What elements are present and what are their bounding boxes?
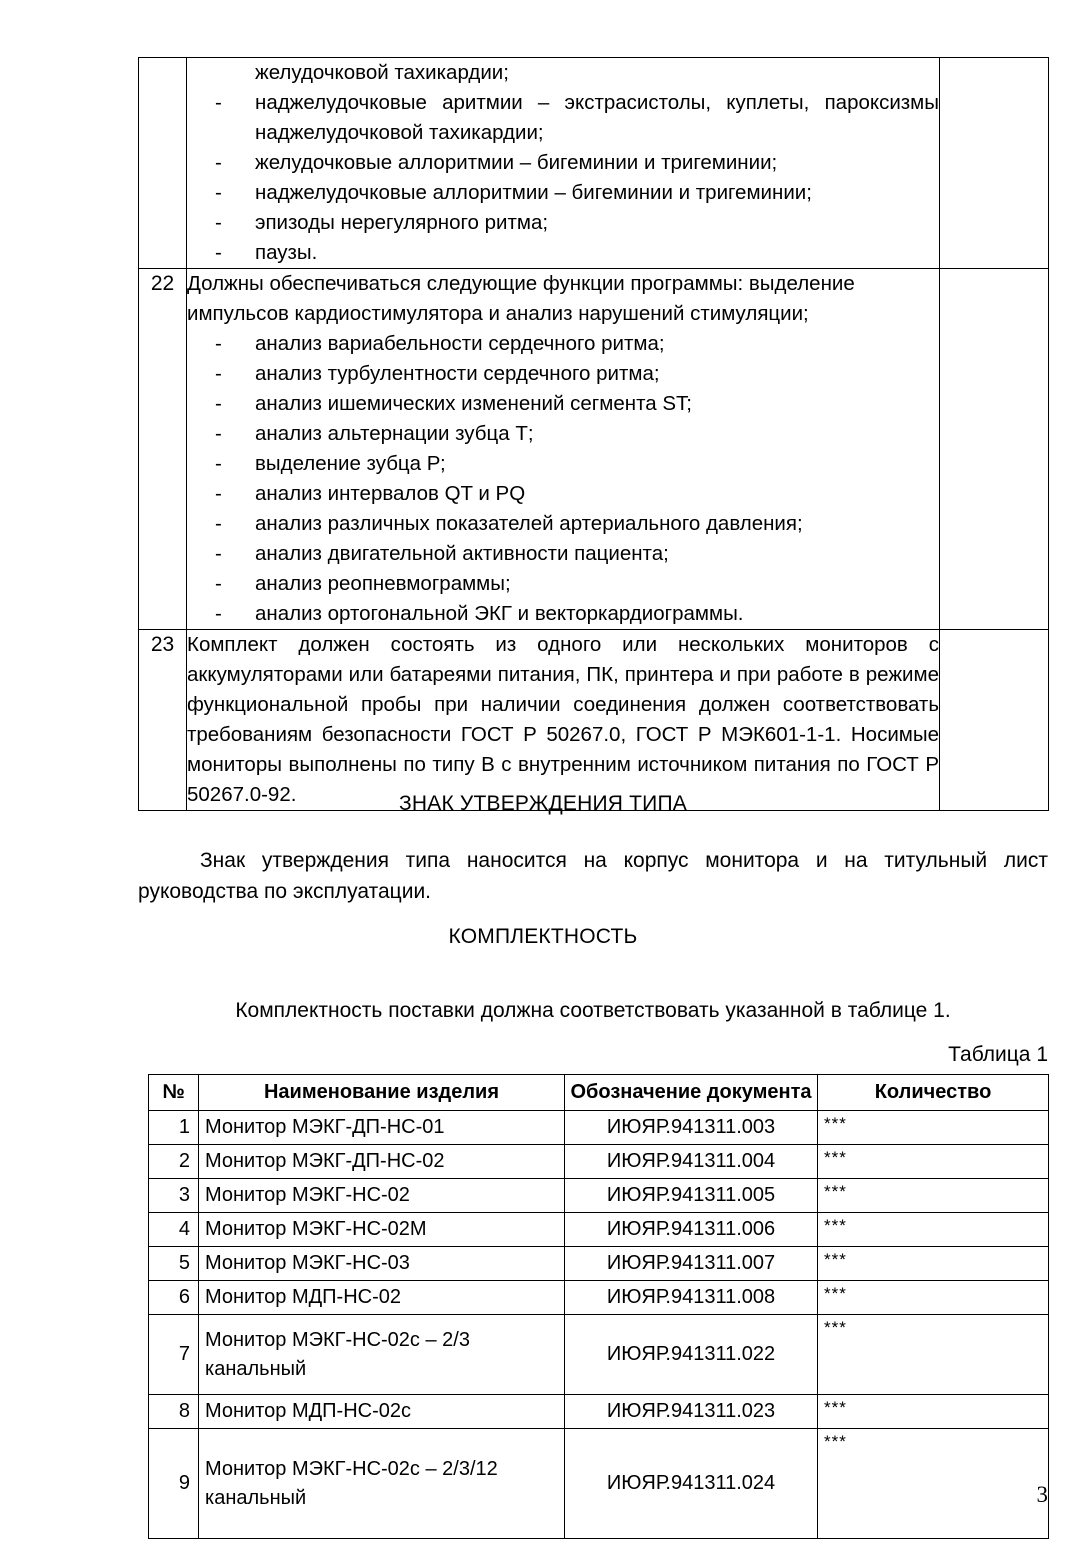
cell-document: ИЮЯР.941311.005 bbox=[565, 1179, 818, 1213]
list-item: - выделение зубца Р; bbox=[187, 449, 939, 479]
cell-document: ИЮЯР.941311.004 bbox=[565, 1145, 818, 1179]
cell-quantity: *** bbox=[818, 1145, 1049, 1179]
page-number: 3 bbox=[1036, 1482, 1048, 1507]
cell-document: ИЮЯР.941311.023 bbox=[565, 1395, 818, 1429]
table-row bbox=[139, 269, 1049, 630]
requirement-note-cell bbox=[940, 269, 1049, 630]
requirement-text bbox=[187, 58, 940, 269]
cell-document: ИЮЯР.941311.024 bbox=[565, 1429, 818, 1539]
column-header-name: Наименование изделия bbox=[199, 1075, 565, 1111]
list-item: - наджелудочковые аллоритмии – бигеминии и тригеминии; bbox=[187, 178, 939, 208]
column-header-quantity: Количество bbox=[818, 1075, 1049, 1111]
requirement-number: 22 bbox=[139, 269, 187, 630]
cell-number: 3 bbox=[149, 1179, 199, 1213]
list-item: - анализ интервалов QT и PQ bbox=[187, 479, 939, 509]
table-row bbox=[139, 58, 1049, 269]
cell-document: ИЮЯР.941311.022 bbox=[565, 1315, 818, 1395]
cell-document: ИЮЯР.941311.008 bbox=[565, 1281, 818, 1315]
table-row bbox=[149, 1281, 1049, 1315]
table-row bbox=[149, 1179, 1049, 1213]
cell-name: Монитор МДП-НС-02с bbox=[199, 1395, 565, 1429]
requirements-table bbox=[138, 57, 1049, 811]
list-item: - анализ различных показателей артериального давления; bbox=[187, 509, 939, 539]
cell-quantity: *** bbox=[818, 1179, 1049, 1213]
cell-number: 9 bbox=[149, 1429, 199, 1539]
requirement-text bbox=[187, 269, 940, 630]
cell-quantity: *** bbox=[818, 1281, 1049, 1315]
cell-number: 8 bbox=[149, 1395, 199, 1429]
list-item: - анализ ортогональной ЭКГ и векторкардиограммы. bbox=[187, 599, 939, 629]
cell-quantity: *** bbox=[818, 1315, 1049, 1395]
cell-quantity: *** bbox=[818, 1213, 1049, 1247]
table-row bbox=[149, 1145, 1049, 1179]
cell-document: ИЮЯР.941311.006 bbox=[565, 1213, 818, 1247]
list-item: - анализ турбулентности сердечного ритма; bbox=[187, 359, 939, 389]
cell-name: Монитор МЭКГ-НС-02с – 2/3 канальный bbox=[199, 1315, 565, 1395]
requirement-bullet-list bbox=[187, 329, 939, 629]
list-item: - эпизоды нерегулярного ритма; bbox=[187, 208, 939, 238]
cell-quantity: *** bbox=[818, 1111, 1049, 1145]
column-header-document: Обозначение документа bbox=[565, 1075, 818, 1111]
table-caption: Таблица 1 bbox=[948, 1043, 1048, 1066]
cell-name: Монитор МЭКГ-ДП-НС-02 bbox=[199, 1145, 565, 1179]
cell-name: Монитор МДП-НС-02 bbox=[199, 1281, 565, 1315]
table-row bbox=[149, 1315, 1049, 1395]
list-item: - паузы. bbox=[187, 238, 939, 268]
table-row bbox=[149, 1247, 1049, 1281]
cell-name: Монитор МЭКГ-НС-02 bbox=[199, 1179, 565, 1213]
cell-name: Монитор МЭКГ-НС-02с – 2/3/12 канальный bbox=[199, 1429, 565, 1539]
cell-quantity: *** bbox=[818, 1395, 1049, 1429]
list-item: - анализ реопневмограммы; bbox=[187, 569, 939, 599]
table-row bbox=[149, 1395, 1049, 1429]
requirement-number: 23 bbox=[139, 630, 187, 811]
list-item: - анализ альтернации зубца Т; bbox=[187, 419, 939, 449]
requirement-number bbox=[139, 58, 187, 269]
paragraph-type-approval: Знак утверждения типа наносится на корпус монитора и на титульный лист руководства по эксплуатации. bbox=[138, 849, 1048, 903]
cell-number: 6 bbox=[149, 1281, 199, 1315]
requirement-note-cell bbox=[940, 630, 1049, 811]
list-item: желудочковой тахикардии; bbox=[255, 61, 509, 84]
requirement-note-cell bbox=[940, 58, 1049, 269]
section-heading-completeness: КОМПЛЕКТНОСТЬ bbox=[448, 925, 638, 948]
cell-name: Монитор МЭКГ-НС-02М bbox=[199, 1213, 565, 1247]
cell-quantity: *** bbox=[818, 1247, 1049, 1281]
cell-quantity: *** bbox=[818, 1429, 1049, 1539]
list-item: - анализ вариабельности сердечного ритма; bbox=[187, 329, 939, 359]
requirement-intro: Комплект должен состоять из одного или нескольких мониторов с аккумуляторами или батареями питания, ПК, принтера и при работе в режиме функциональной пробы при наличии соединения должен соответствовать требованиям безопасности ГОСТ Р 50267.0, ГОСТ Р МЭК601-1-1. Носимые мониторы выполнены по типу В с внутренним источником питания по ГОСТ Р 50267.0-92. bbox=[187, 633, 939, 806]
section-heading-type-approval: ЗНАК УТВЕРЖДЕНИЯ ТИПА bbox=[399, 792, 687, 815]
cell-number: 1 bbox=[149, 1111, 199, 1145]
table-header-row bbox=[149, 1075, 1049, 1111]
cell-name: Монитор МЭКГ-НС-03 bbox=[199, 1247, 565, 1281]
table-row bbox=[149, 1111, 1049, 1145]
cell-number: 2 bbox=[149, 1145, 199, 1179]
list-item: - анализ ишемических изменений сегмента ST; bbox=[187, 389, 939, 419]
kit-table bbox=[148, 1074, 1049, 1539]
table-row bbox=[139, 630, 1049, 811]
table-row bbox=[149, 1213, 1049, 1247]
cell-document: ИЮЯР.941311.007 bbox=[565, 1247, 818, 1281]
column-header-number: № bbox=[149, 1075, 199, 1111]
list-item: - наджелудочковые аритмии – экстрасистолы, куплеты, пароксизмы наджелудочковой тахикардии; bbox=[187, 88, 939, 148]
cell-number: 7 bbox=[149, 1315, 199, 1395]
paragraph-completeness: Комплектность поставки должна соответствовать указанной в таблице 1. bbox=[235, 999, 951, 1022]
list-item: - желудочковые аллоритмии – бигеминии и тригеминии; bbox=[187, 148, 939, 178]
list-item: - анализ двигательной активности пациента; bbox=[187, 539, 939, 569]
cell-number: 5 bbox=[149, 1247, 199, 1281]
requirement-text bbox=[187, 630, 940, 811]
requirement-bullet-list bbox=[187, 58, 939, 268]
cell-document: ИЮЯР.941311.003 bbox=[565, 1111, 818, 1145]
cell-name: Монитор МЭКГ-ДП-НС-01 bbox=[199, 1111, 565, 1145]
requirement-intro: Должны обеспечиваться следующие функции программы: выделение импульсов кардиостимулятора и анализ нарушений стимуляции; bbox=[187, 272, 855, 325]
cell-number: 4 bbox=[149, 1213, 199, 1247]
